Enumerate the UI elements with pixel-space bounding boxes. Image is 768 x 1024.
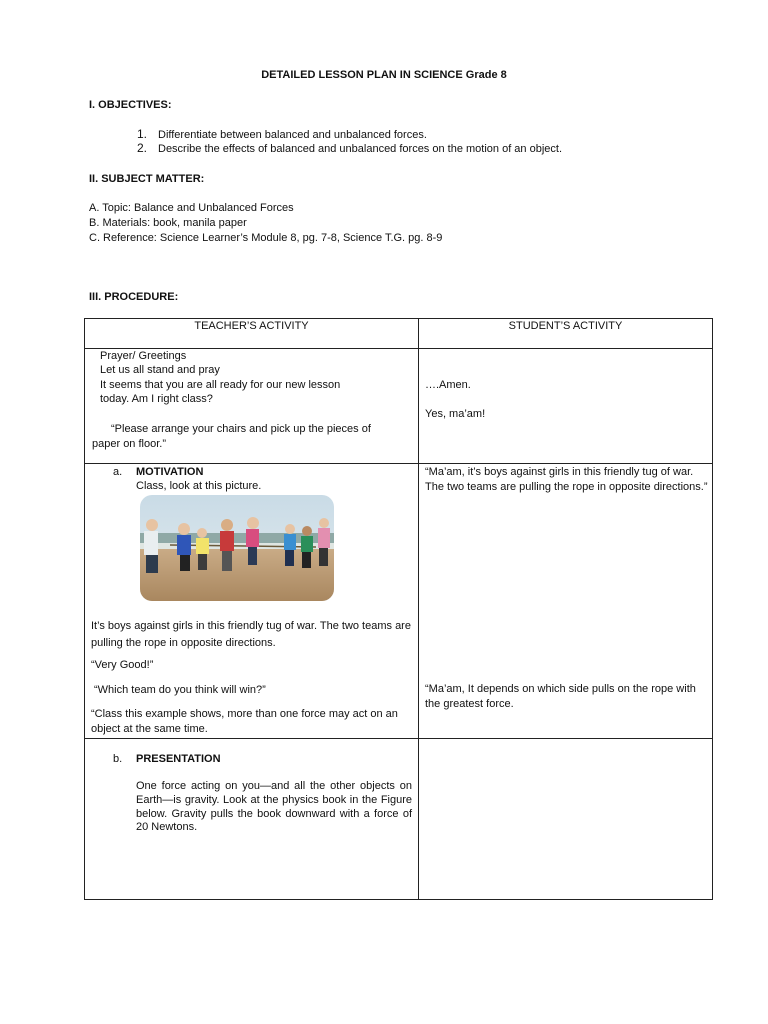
teacher-cell-greetings	[85, 349, 419, 464]
teacher-text-conclusion: “Class this example shows, more than one force may act on an object at the same time.	[91, 708, 398, 735]
table-row	[85, 349, 713, 464]
subject-topic: A. Topic: Balance and Unbalanced Forces	[89, 202, 294, 214]
student-cell-motivation	[419, 464, 713, 739]
student-line: ….Amen.	[425, 379, 471, 391]
teacher-line: Let us all stand and pray	[100, 364, 220, 376]
table-row	[85, 464, 713, 739]
motivation-instruction: Class, look at this picture.	[136, 480, 262, 492]
subject-matter-heading: II. SUBJECT MATTER:	[89, 173, 205, 185]
student-answer-1: “Ma’am, it’s boys against girls in this friendly tug of war. The two teams are pulling the rope in opposite directions.”	[425, 466, 708, 493]
teacher-cell-motivation	[85, 464, 419, 739]
subject-materials: B. Materials: book, manila paper	[89, 217, 247, 229]
procedure-table	[84, 318, 713, 900]
teacher-line: today. Am I right class?	[100, 393, 213, 405]
teacher-cell-presentation	[85, 739, 419, 900]
objective-item-2: Describe the effects of balanced and unbalanced forces on the motion of an object.	[158, 143, 563, 155]
subject-reference: C. Reference: Science Learner’s Module 8, pg. 7-8, Science T.G. pg. 8-9	[89, 232, 443, 244]
presentation-marker: b.	[113, 753, 123, 765]
teacher-text-question: “Which team do you think will win?”	[94, 684, 266, 696]
teacher-line: It seems that you are all ready for our new lesson	[100, 379, 341, 391]
teacher-activity-header: TEACHER’S ACTIVITY	[85, 319, 419, 349]
teacher-text-tug-of-war: It’s boys against girls in this friendly tug of war. The two teams are pulling the rope in opposite directions.	[91, 620, 411, 649]
presentation-text: One force acting on you—and all the other objects on Earth—is gravity. Look at the physics book in the Figure below. Gravity pulls the book downward with a force of 20 Newtons.	[136, 780, 412, 834]
motivation-heading: MOTIVATION	[136, 466, 204, 478]
procedure-heading: III. PROCEDURE:	[89, 291, 179, 303]
objective-number-2: 2.	[137, 141, 148, 155]
motivation-marker: a.	[113, 466, 123, 478]
document-title: DETAILED LESSON PLAN IN SCIENCE Grade 8	[261, 69, 507, 81]
student-cell-greetings	[419, 349, 713, 464]
teacher-line: Prayer/ Greetings	[100, 350, 187, 362]
objectives-heading: I. OBJECTIVES:	[89, 99, 172, 111]
teacher-line: “Please arrange your chairs and pick up the pieces of	[111, 423, 371, 435]
student-cell-presentation	[419, 739, 713, 900]
teacher-text-very-good: “Very Good!”	[91, 659, 154, 671]
table-row	[85, 739, 713, 900]
student-answer-2: “Ma’am, It depends on which side pulls on the rope with the greatest force.	[425, 683, 696, 710]
objective-number-1: 1.	[137, 127, 148, 141]
presentation-heading: PRESENTATION	[136, 753, 221, 765]
tug-of-war-photo	[140, 495, 334, 601]
teacher-line: paper on floor.”	[92, 438, 166, 450]
objective-item-1: Differentiate between balanced and unbalanced forces.	[158, 129, 427, 141]
tug-of-war-illustration	[140, 495, 334, 601]
table-header-row	[85, 319, 713, 349]
student-activity-header: STUDENT’S ACTIVITY	[419, 319, 713, 349]
student-line: Yes, ma’am!	[425, 408, 486, 420]
